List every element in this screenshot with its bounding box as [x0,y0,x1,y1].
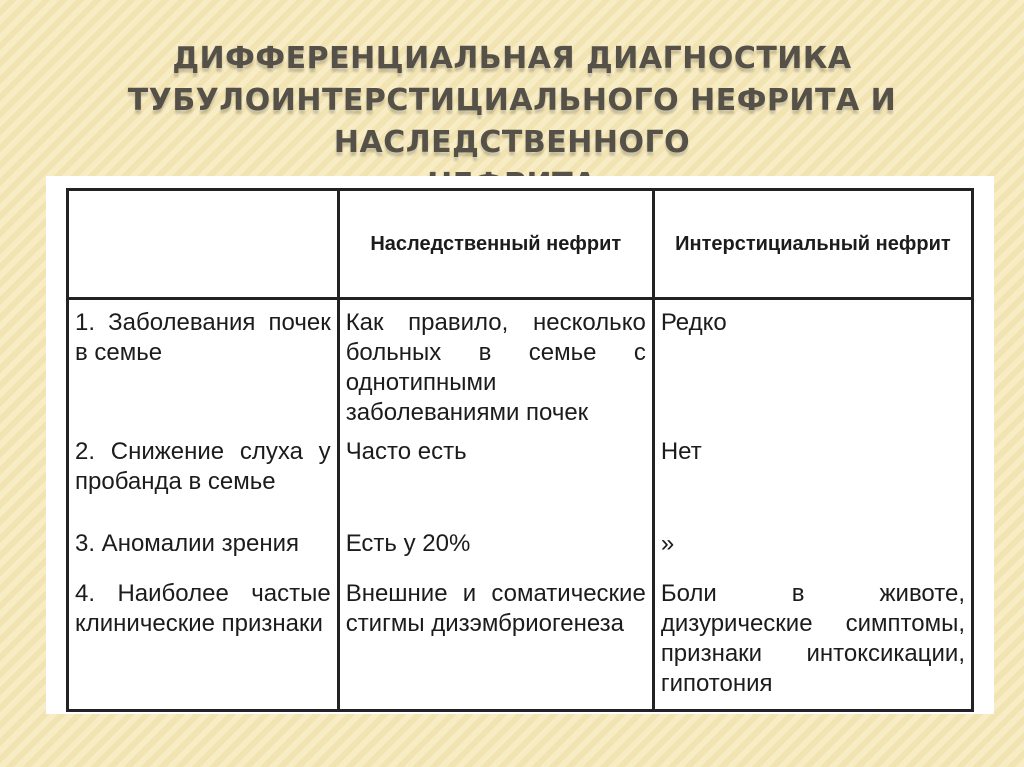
table-row [68,521,973,571]
header-hereditary: Наследственный нефрит [338,190,653,299]
row-3-criterion: 3. Аномалии зрения [68,521,339,571]
comparison-table [66,188,974,712]
title-line-2: ТУБУЛОИНТЕРСТИЦИАЛЬНОГО НЕФРИТА И НАСЛЕДСТВЕННОГО [127,83,897,160]
row-1-criterion: 1. Заболевания почек в семье [68,299,339,429]
row-1-hereditary: Как правило, несколько больных в семье с однотипными заболеваниями почек [338,299,653,429]
row-2-interstitial: Нет [653,429,972,521]
row-3-hereditary: Есть у 20% [338,521,653,571]
header-criterion [68,190,339,299]
title-line-1: ДИФФЕРЕНЦИАЛЬНАЯ ДИАГНОСТИКА [172,41,852,76]
row-4-hereditary: Внешние и соматические стигмы дизэмбриогенеза [338,571,653,711]
header-interstitial: Интерстициальный нефрит [653,190,972,299]
row-1-interstitial: Редко [653,299,972,429]
table-panel [46,176,994,714]
row-2-criterion: 2. Снижение слуха у пробанда в семье [68,429,339,521]
table-row [68,299,973,429]
row-3-interstitial: » [653,521,972,571]
row-2-hereditary: Часто есть [338,429,653,521]
table-row [68,571,973,711]
table-header-row [68,190,973,299]
table-row [68,429,973,521]
row-4-criterion: 4. Наиболее частые клинические признаки [68,571,339,711]
row-4-interstitial: Боли в животе, дизурические симптомы, признаки интоксикации, гипотония [653,571,972,711]
